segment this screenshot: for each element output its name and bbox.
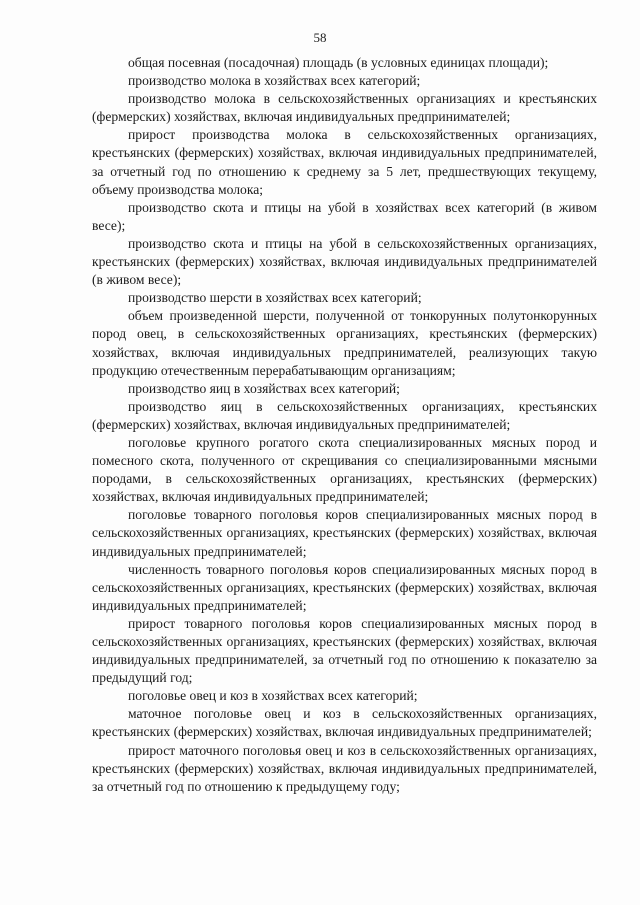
paragraph: поголовье товарного поголовья коров специализированных мясных пород в сельскохозяйственных организациях, крестьянских (фермерских) хозяйствах, включая индивидуальных предпринимателей; bbox=[92, 507, 597, 559]
paragraph: прирост маточного поголовья овец и коз в сельскохозяйственных организациях, крестьянских (фермерских) хозяйствах, включая индивидуальных предпринимателей, за отчетный год по отношению к предыдущему году; bbox=[92, 742, 597, 794]
paragraph: производство яиц в хозяйствах всех категорий; bbox=[128, 380, 400, 396]
paragraph: производство яиц в сельскохозяйственных организациях, крестьянских (фермерских) хозяйствах, включая индивидуальных предпринимателей; bbox=[92, 398, 597, 432]
paragraph: прирост производства молока в сельскохозяйственных организациях, крестьянских (фермерских) хозяйствах, включая индивидуальных предпринимателей, за отчетный год по отношению к среднему за 5 лет, предшествующих текущему, объему производства молока; bbox=[92, 127, 597, 197]
paragraph: прирост товарного поголовья коров специализированных мясных пород в сельскохозяйственных организациях, крестьянских (фермерских) хозяйствах, включая индивидуальных предпринимателей, за отчетный год по отношению к показателю за предыдущий год; bbox=[92, 615, 597, 686]
document-text bbox=[92, 54, 597, 796]
paragraph: производство скота и птицы на убой в сельскохозяйственных организациях, крестьянских (фермерских) хозяйствах, включая индивидуальных предпринимателей (в живом весе); bbox=[92, 235, 597, 288]
paragraph: поголовье крупного рогатого скота специализированных мясных пород и помесного скота, полученного от скрещивания со специализированными мясными породами, в сельскохозяйственных организациях, крестьянских (фермерских) хозяйствах, включая индивидуальных предпринимателей; bbox=[92, 434, 597, 505]
paragraph: производство скота и птицы на убой в хозяйствах всех категорий (в живом весе); bbox=[92, 199, 597, 233]
paragraph: производство шерсти в хозяйствах всех категорий; bbox=[128, 290, 422, 306]
paragraph: производство молока в хозяйствах всех категорий; bbox=[128, 73, 421, 89]
page-number: 58 bbox=[313, 30, 327, 45]
paragraph: численность товарного поголовья коров специализированных мясных пород в сельскохозяйственных организациях, крестьянских (фермерских) хозяйствах, включая индивидуальных предпринимателей; bbox=[92, 561, 597, 613]
paragraph: поголовье овец и коз в хозяйствах всех категорий; bbox=[128, 688, 418, 704]
paragraph: маточное поголовье овец и коз в сельскохозяйственных организациях, крестьянских (фермерских) хозяйствах, включая индивидуальных предпринимателей; bbox=[92, 706, 597, 740]
paragraph: объем произведенной шерсти, полученной от тонкорунных полутонкорунных пород овец, в сельскохозяйственных организациях, крестьянских (фермерских) хозяйствах, включая индивидуальных предпринимателей, реализующих такую продукцию отечественным перерабатывающим организациям; bbox=[92, 308, 597, 378]
paragraph: общая посевная (посадочная) площадь (в условных единицах площади); bbox=[128, 55, 549, 70]
paragraph: производство молока в сельскохозяйственных организациях и крестьянских (фермерских) хозяйствах, включая индивидуальных предпринимателей; bbox=[92, 91, 597, 125]
